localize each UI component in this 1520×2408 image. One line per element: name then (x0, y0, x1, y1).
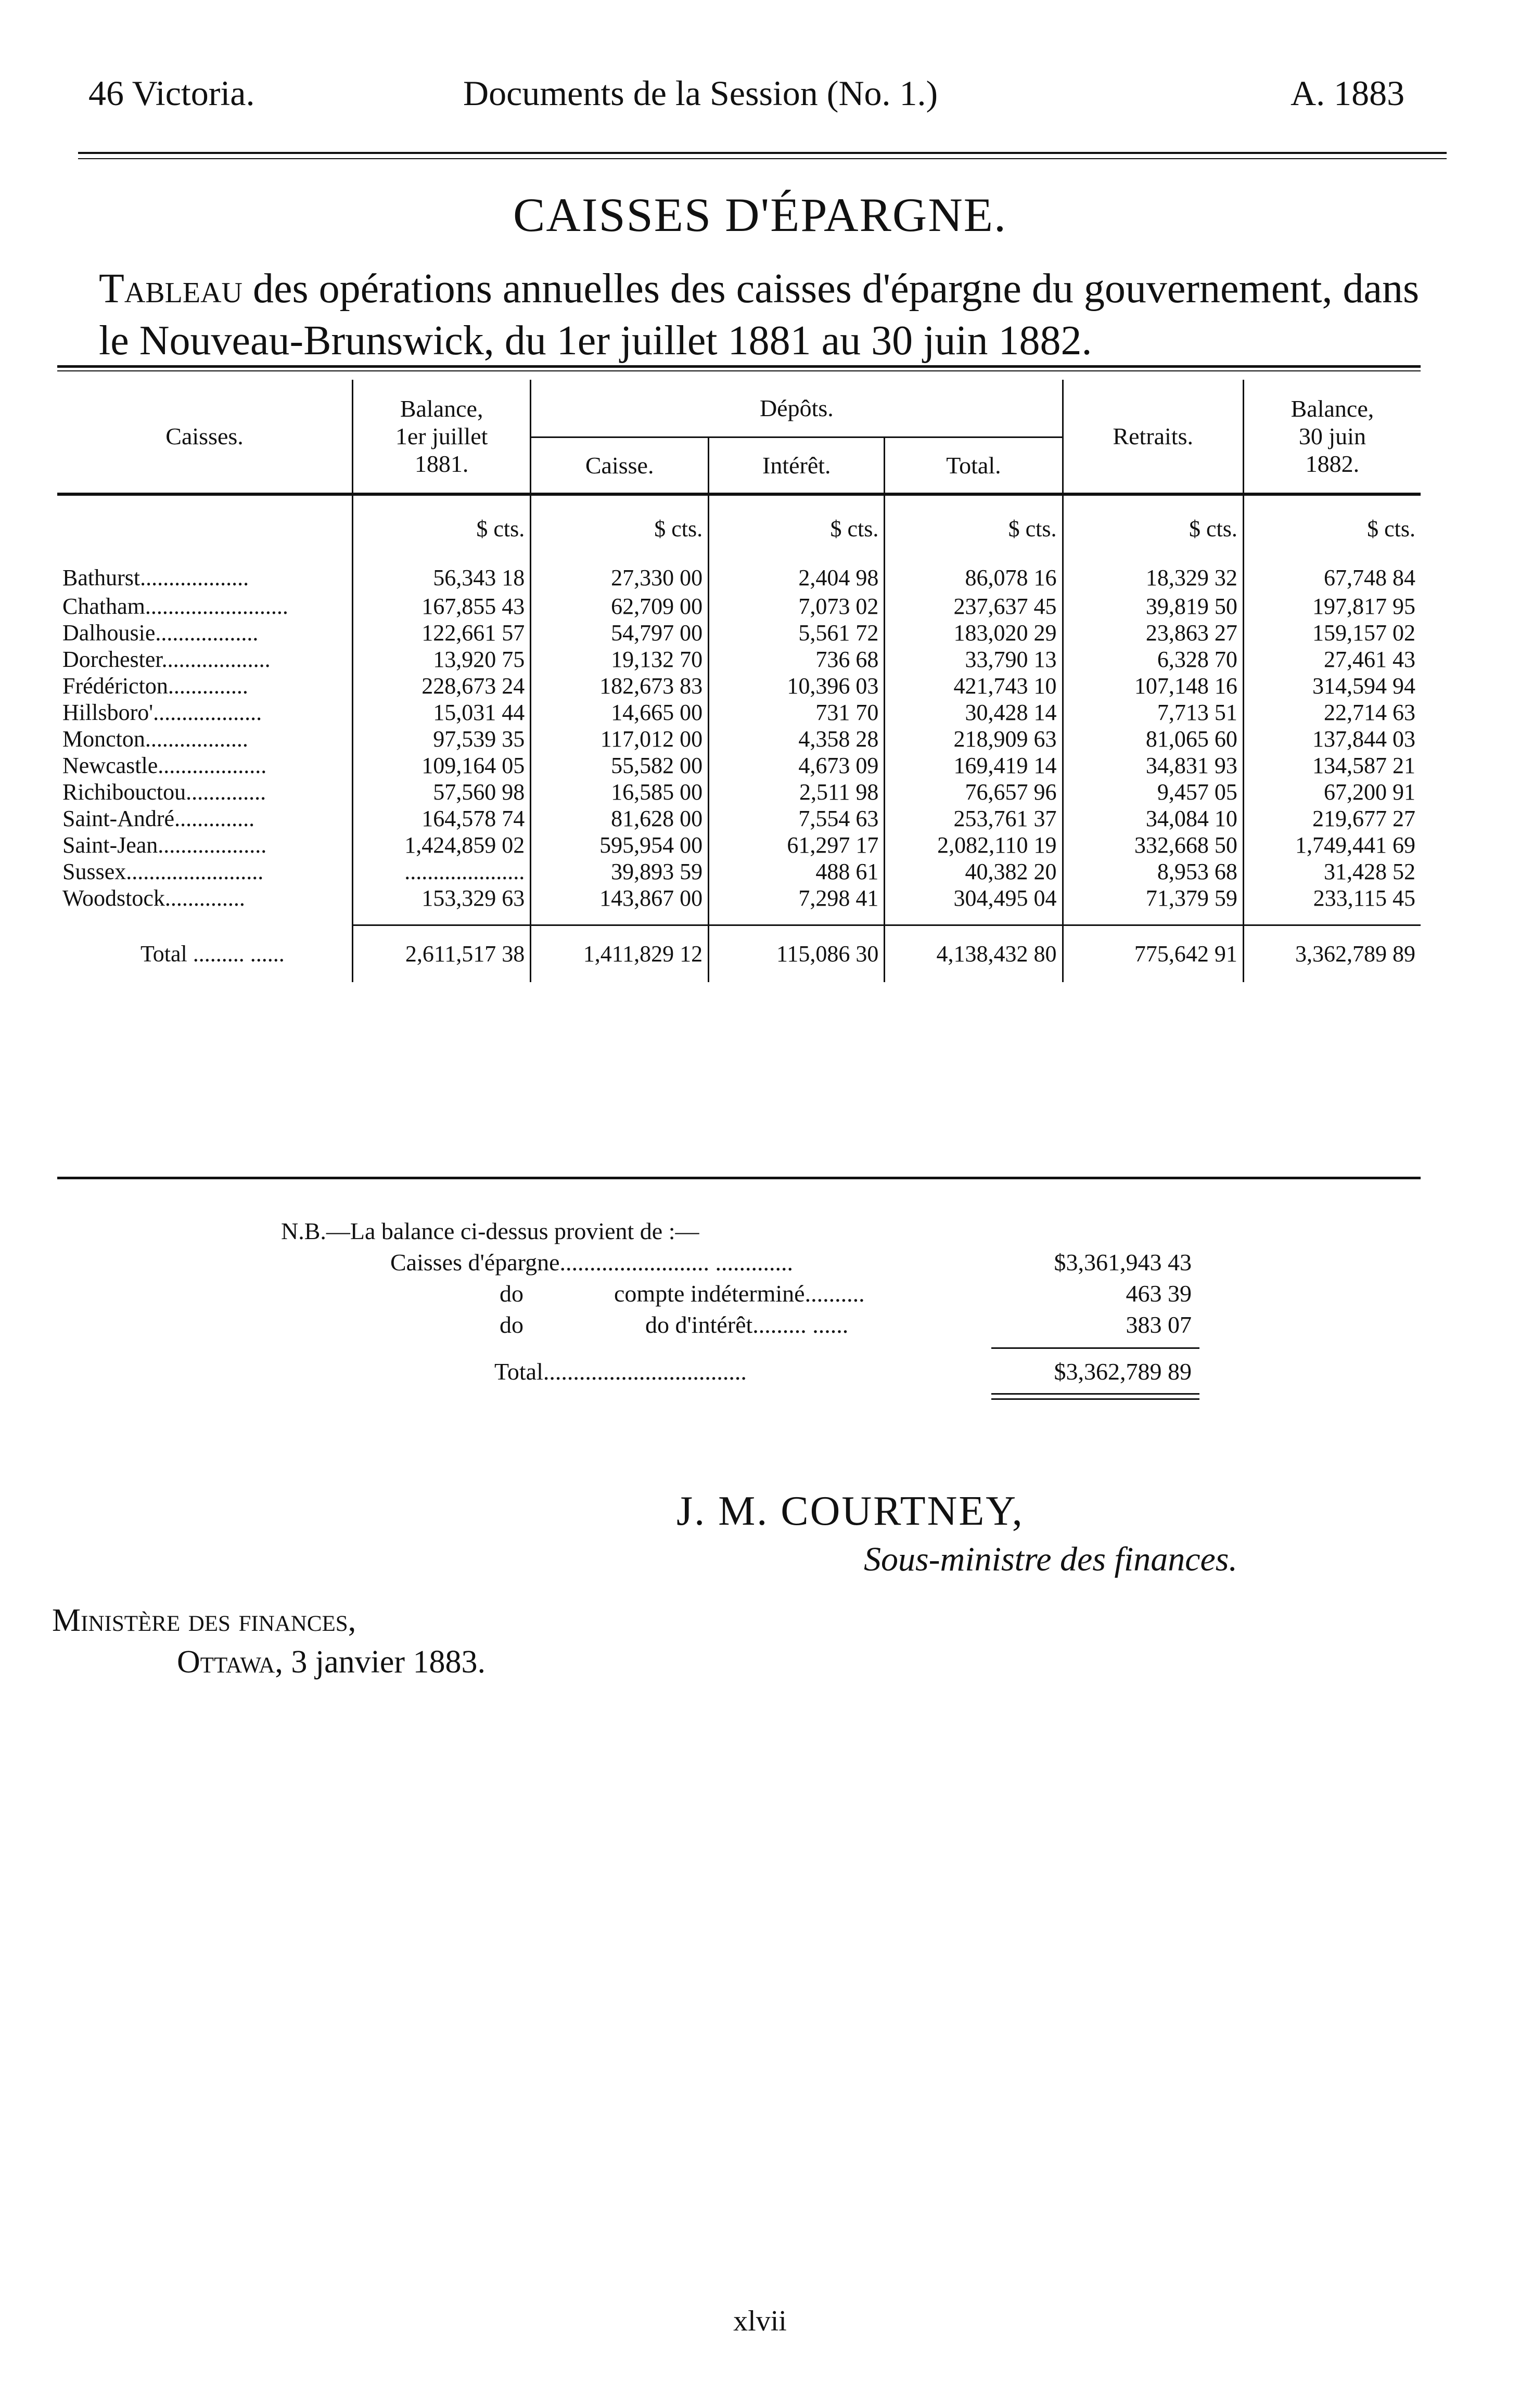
cell-total: 253,761 37 (885, 805, 1063, 832)
total-total: 4,138,432 80 (885, 925, 1063, 982)
cell-caisse: 595,954 00 (531, 832, 709, 858)
cell-interet: 61,297 17 (709, 832, 885, 858)
row-name: Richibouctou.............. (62, 779, 266, 805)
note-sum-rule (991, 1347, 1199, 1349)
row-name: Moncton.................. (62, 726, 248, 752)
total-separator (57, 911, 1421, 925)
cell-bal82: 159,157 02 (1243, 620, 1421, 646)
cell-bal82: 22,714 63 (1243, 699, 1421, 726)
cell-bal81: ..................... (353, 858, 531, 885)
cell-retraits: 332,668 50 (1063, 832, 1243, 858)
cell-total: 76,657 96 (885, 779, 1063, 805)
cell-bal81: 97,539 35 (353, 726, 531, 752)
total-label: Total ......... ...... (140, 941, 285, 967)
cell-caisse: 54,797 00 (531, 620, 709, 646)
cell-interet: 10,396 03 (709, 673, 885, 699)
signature-name: J. M. COURTNEY, (676, 1488, 1024, 1534)
note-total-label: Total.................................. (494, 1358, 747, 1385)
cell-interet: 5,561 72 (709, 620, 885, 646)
unit-label: $ cts. (353, 494, 531, 562)
cell-caisse: 62,709 00 (531, 593, 709, 620)
ministry-line-1: Ministère des finances, (52, 1603, 356, 1638)
cell-bal81: 15,031 44 (353, 699, 531, 726)
cell-total: 86,078 16 (885, 562, 1063, 593)
col-header-retraits: Retraits. (1063, 380, 1243, 494)
total-interet: 115,086 30 (709, 925, 885, 982)
col-header-caisse: Caisse. (531, 437, 709, 494)
cell-bal82: 233,115 45 (1243, 885, 1421, 911)
cell-bal81: 122,661 57 (353, 620, 531, 646)
table-top-rule (57, 365, 1421, 368)
cell-retraits: 34,831 93 (1063, 752, 1243, 779)
cell-bal81: 167,855 43 (353, 593, 531, 620)
cell-bal82: 31,428 52 (1243, 858, 1421, 885)
table-row (57, 562, 1421, 593)
header-right: A. 1883 (1291, 73, 1405, 113)
table-row (57, 620, 1421, 646)
note-line-2-label: compte indéterminé.......... (614, 1280, 865, 1307)
cell-caisse: 81,628 00 (531, 805, 709, 832)
note-double-rule-2 (991, 1398, 1199, 1400)
note-total-value: $3,362,789 89 (1054, 1358, 1192, 1385)
cell-caisse: 19,132 70 (531, 646, 709, 673)
table-top-rule-thin (57, 370, 1421, 371)
page-title: CAISSES D'ÉPARGNE. (513, 188, 1007, 241)
unit-label: $ cts. (1063, 494, 1243, 562)
unit-label: $ cts. (531, 494, 709, 562)
cell-bal82: 219,677 27 (1243, 805, 1421, 832)
row-name: Hillsboro'................... (62, 700, 262, 725)
row-name: Saint-Jean................... (62, 832, 267, 858)
unit-label: $ cts. (1243, 494, 1421, 562)
row-name: Dorchester................... (62, 647, 271, 672)
savings-bank-table (57, 380, 1421, 982)
cell-bal81: 164,578 74 (353, 805, 531, 832)
cell-interet: 2,404 98 (709, 562, 885, 593)
cell-bal81: 228,673 24 (353, 673, 531, 699)
cell-interet: 4,358 28 (709, 726, 885, 752)
cell-interet: 7,298 41 (709, 885, 885, 911)
cell-bal81: 56,343 18 (353, 562, 531, 593)
cell-retraits: 8,953 68 (1063, 858, 1243, 885)
caption-lead: Tableau (99, 266, 242, 312)
note-double-rule-1 (991, 1393, 1199, 1395)
table-row (57, 805, 1421, 832)
cell-retraits: 7,713 51 (1063, 699, 1243, 726)
cell-retraits: 39,819 50 (1063, 593, 1243, 620)
note-line-2-value: 463 39 (1126, 1280, 1192, 1307)
cell-caisse: 39,893 59 (531, 858, 709, 885)
cell-total: 30,428 14 (885, 699, 1063, 726)
cell-interet: 488 61 (709, 858, 885, 885)
note-line-1-value: $3,361,943 43 (1054, 1249, 1192, 1276)
table-row (57, 885, 1421, 911)
cell-total: 218,909 63 (885, 726, 1063, 752)
cell-bal81: 57,560 98 (353, 779, 531, 805)
row-name: Frédéricton.............. (62, 673, 248, 699)
cell-retraits: 107,148 16 (1063, 673, 1243, 699)
header-rule-top (78, 152, 1447, 154)
ministry-line-2: Ottawa, 3 janvier 1883. (177, 1644, 486, 1680)
cell-caisse: 117,012 00 (531, 726, 709, 752)
header-center: Documents de la Session (No. 1.) (463, 73, 938, 113)
cell-total: 237,637 45 (885, 593, 1063, 620)
table-row (57, 832, 1421, 858)
unit-blank (57, 494, 353, 562)
cell-bal81: 153,329 63 (353, 885, 531, 911)
cell-total: 421,743 10 (885, 673, 1063, 699)
cell-retraits: 71,379 59 (1063, 885, 1243, 911)
cell-total: 169,419 14 (885, 752, 1063, 779)
total-retraits: 775,642 91 (1063, 925, 1243, 982)
cell-bal82: 27,461 43 (1243, 646, 1421, 673)
cell-bal82: 67,748 84 (1243, 562, 1421, 593)
cell-bal82: 197,817 95 (1243, 593, 1421, 620)
cell-total: 183,020 29 (885, 620, 1063, 646)
cell-bal81: 13,920 75 (353, 646, 531, 673)
cell-retraits: 23,863 27 (1063, 620, 1243, 646)
cell-interet: 731 70 (709, 699, 885, 726)
cell-interet: 736 68 (709, 646, 885, 673)
cell-bal82: 1,749,441 69 (1243, 832, 1421, 858)
cell-interet: 7,073 02 (709, 593, 885, 620)
cell-bal82: 314,594 94 (1243, 673, 1421, 699)
cell-bal82: 134,587 21 (1243, 752, 1421, 779)
cell-retraits: 81,065 60 (1063, 726, 1243, 752)
table-row (57, 673, 1421, 699)
note-line-2-do: do (500, 1280, 523, 1307)
col-header-balance-1882: Balance, 30 juin 1882. (1243, 380, 1421, 494)
cell-bal82: 137,844 03 (1243, 726, 1421, 752)
total-bal81: 2,611,517 38 (353, 925, 531, 982)
row-name: Chatham......................... (62, 594, 288, 619)
cell-interet: 2,511 98 (709, 779, 885, 805)
table-caption (99, 263, 1441, 367)
cell-bal82: 67,200 91 (1243, 779, 1421, 805)
header-rule-bottom (78, 158, 1447, 159)
row-name: Saint-André.............. (62, 806, 255, 831)
cell-caisse: 14,665 00 (531, 699, 709, 726)
note-line-1-label: Caisses d'épargne......................... ............. (390, 1249, 794, 1276)
cell-retraits: 6,328 70 (1063, 646, 1243, 673)
note-line-3-do: do (500, 1311, 523, 1338)
col-header-depots: Dépôts. (531, 380, 1063, 437)
table-row (57, 752, 1421, 779)
cell-total: 2,082,110 19 (885, 832, 1063, 858)
col-header-interet: Intérêt. (709, 437, 885, 494)
total-bal82: 3,362,789 89 (1243, 925, 1421, 982)
cell-total: 33,790 13 (885, 646, 1063, 673)
row-name: Sussex........................ (62, 859, 264, 884)
row-name: Newcastle................... (62, 753, 267, 778)
signature-title: Sous-ministre des finances. (864, 1540, 1237, 1578)
unit-label: $ cts. (709, 494, 885, 562)
note-line-3-value: 383 07 (1126, 1311, 1192, 1338)
cell-caisse: 27,330 00 (531, 562, 709, 593)
unit-label: $ cts. (885, 494, 1063, 562)
cell-bal81: 1,424,859 02 (353, 832, 531, 858)
table-row (57, 593, 1421, 620)
cell-total: 40,382 20 (885, 858, 1063, 885)
table-row (57, 726, 1421, 752)
table-bottom-rule (57, 1177, 1421, 1179)
table-row (57, 646, 1421, 673)
table-row (57, 779, 1421, 805)
note-line-3-label: do d'intérêt......... ...... (645, 1311, 849, 1338)
note-heading: N.B.—La balance ci-dessus provient de :— (281, 1218, 699, 1244)
col-header-caisses: Caisses. (165, 423, 244, 449)
page-number: xlvii (733, 2305, 787, 2337)
row-name: Bathurst................... (62, 564, 249, 590)
total-caisse: 1,411,829 12 (531, 925, 709, 982)
col-header-balance-1881: Balance, 1er juillet 1881. (353, 380, 531, 494)
cell-caisse: 16,585 00 (531, 779, 709, 805)
cell-interet: 4,673 09 (709, 752, 885, 779)
cell-caisse: 182,673 83 (531, 673, 709, 699)
cell-total: 304,495 04 (885, 885, 1063, 911)
col-header-total: Total. (885, 437, 1063, 494)
table-row (57, 858, 1421, 885)
cell-caisse: 55,582 00 (531, 752, 709, 779)
row-name: Woodstock.............. (62, 885, 245, 911)
cell-retraits: 18,329 32 (1063, 562, 1243, 593)
cell-retraits: 9,457 05 (1063, 779, 1243, 805)
caption-text: des opérations annuelles des caisses d'épargne du gouvernement, dans le Nouveau-Brunswick, du 1er juillet 1881 au 30 juin 1882. (99, 266, 1420, 364)
table-row (57, 699, 1421, 726)
cell-bal81: 109,164 05 (353, 752, 531, 779)
row-name: Dalhousie.................. (62, 620, 259, 646)
cell-interet: 7,554 63 (709, 805, 885, 832)
cell-caisse: 143,867 00 (531, 885, 709, 911)
header-left: 46 Victoria. (88, 73, 255, 113)
cell-retraits: 34,084 10 (1063, 805, 1243, 832)
